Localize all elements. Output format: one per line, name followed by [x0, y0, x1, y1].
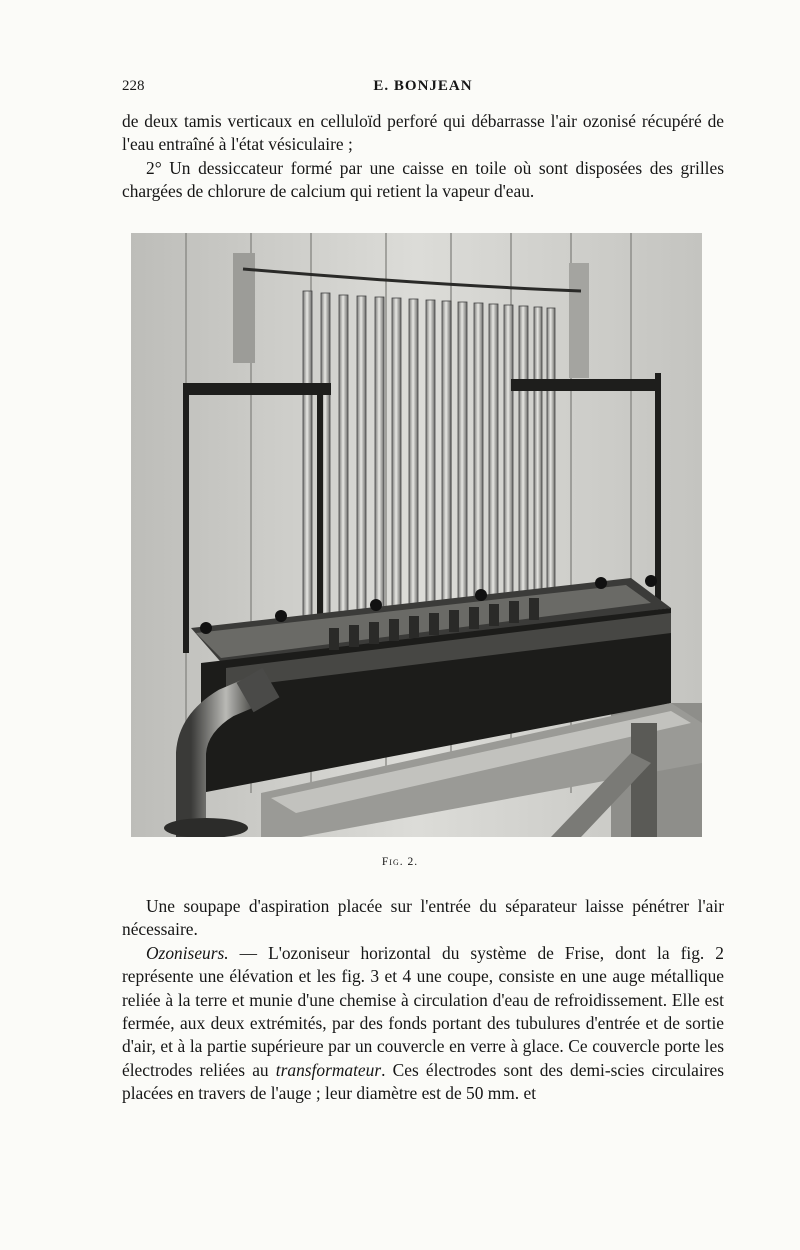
runin-heading-ozoniseurs: Ozoniseurs. — [146, 942, 229, 963]
page-number: 228 — [122, 78, 145, 94]
figure-photograph — [131, 233, 702, 837]
paragraph-continuation: de deux tamis verticaux en celluloïd perforé qui débarrasse l'air ozonisé récupéré de l'eau entraîné à l'état vésiculaire ; — [122, 111, 724, 155]
paragraph-ozoniseurs-text-a: — L'ozoniseur horizontal du système de Frise, dont la fig. 2 représente une élévation et les fig. 3 et 4 une coupe, consiste en une auge métallique reliée à la terre et munie d'une chemise à circulation d'eau de refroidissement. Elle est fermée, aux deux extrémités, par des fonds portant des tubulures d'entrée et de sortie d'air, et à la partie supérieure par un couvercle en verre à glace. Ce couvercle porte les électrodes reliées au — [122, 942, 724, 1080]
top-text-block — [122, 110, 724, 204]
paragraph-ozoniseurs — [122, 942, 724, 1106]
emphasis-transformateur: transformateur — [275, 1059, 382, 1080]
running-head — [122, 78, 724, 98]
ozonizer-photo-illustration — [131, 233, 702, 837]
paragraph-soupape: Une soupape d'aspiration placée sur l'entrée du séparateur laisse pénétrer l'air nécessaire. — [122, 896, 724, 940]
bottom-text-block — [122, 895, 724, 1106]
paragraph-dessiccateur: 2° Un dessiccateur formé par une caisse en toile où sont disposées des grilles chargées de chlorure de calcium qui retient la vapeur d'eau. — [122, 157, 724, 202]
paragraph-ozoniseurs-text-b: . Ces électrodes sont des demi-scies circulaires placées en travers de l'auge ; leur diamètre est de 50 mm. et — [122, 1059, 725, 1104]
running-title: E. BONJEAN — [373, 78, 473, 94]
figure-caption: Fig. 2. — [381, 856, 419, 868]
